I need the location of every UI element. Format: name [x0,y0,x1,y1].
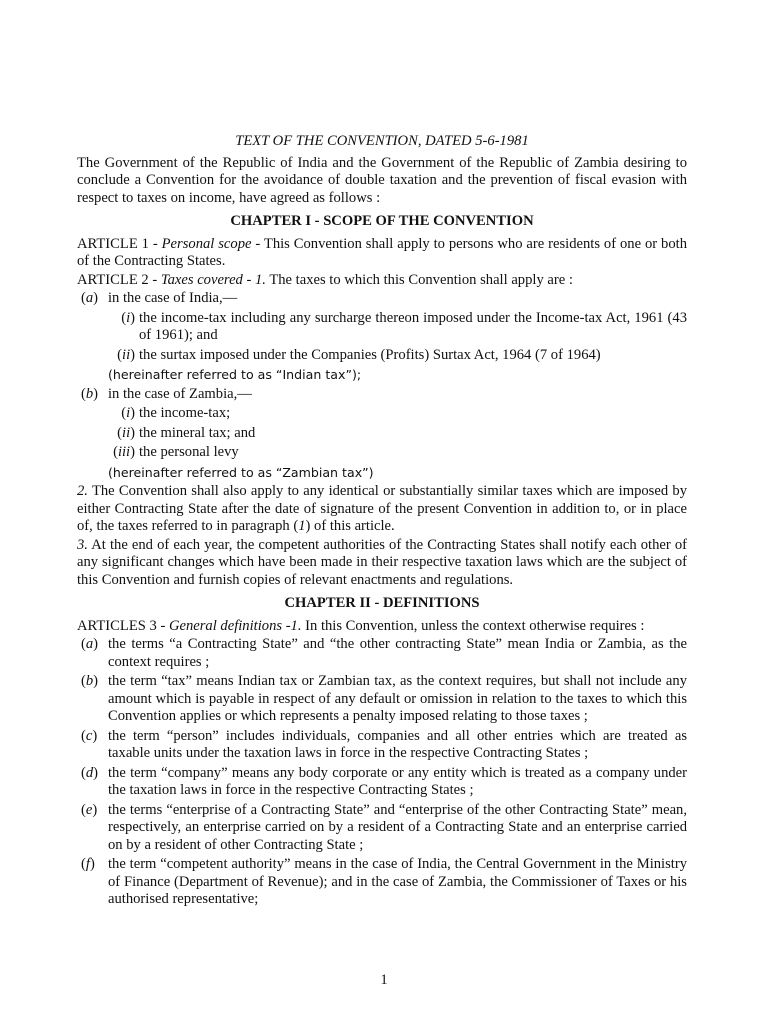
subclause-text: the personal levy [139,444,239,460]
chapter-2-heading: CHAPTER II - DEFINITIONS [284,595,480,611]
subclause-text: the income-tax including any surcharge thereon imposed under the Income-tax Act, 1961 (43 of 1961); and [139,309,687,343]
definition-e [77,802,687,855]
article-2-prefix: ARTICLE 2 - [77,271,161,288]
definition-marker: (d) [81,764,99,781]
article-2-text: The taxes to which this Convention shall apply are : [265,271,573,288]
definition-d [77,765,687,800]
clause-text: in the case of India,— [108,290,238,306]
page-number: 1 [380,972,388,988]
definition-marker: (c) [81,727,98,744]
article-2-paragraph-2: 2. The Convention shall also apply to any identical or substantially similar taxes which are imposed by either Contracting State after the date of signature of the present Convention in addition to, or in place of, the taxes referred to in paragraph (1) of this article. [77,483,687,534]
article-2-paragraph-3: 3. At the end of each year, the competent authorities of the Contracting States shall notify each other of any significant changes which have been made in their respective taxation laws which are the subject of this Convention and furnish copies of relevant enactments and regulations. [77,536,687,588]
subclause [77,444,687,462]
definition-text: the term “person” includes individuals, companies and all other entries which are treated as taxable units under the taxation laws in force in the respective Contracting States ; [108,727,687,761]
article-1-text: - This Convention shall apply to persons who are residents of one or both of the Contracting States. [77,235,687,269]
document-body [77,133,687,911]
subclause [77,347,687,365]
subclause-marker: (i) [121,405,135,421]
clause-zambia [77,386,687,404]
paragraph-number: 3. [77,536,88,553]
article-1 [77,236,687,271]
definition-marker: (e) [81,801,98,818]
clause-text: in the case of Zambia,— [108,385,252,402]
definition-f [77,856,687,909]
subclause-text: the surtax imposed under the Companies (Profits) Surtax Act, 1964 (7 of 1964) [139,346,601,363]
definition-b [77,673,687,726]
paragraph-reference: 1 [298,518,306,534]
article-1-title: Personal scope [161,235,252,252]
definition-a [77,636,687,671]
definition-marker: (b) [81,673,99,689]
intro-paragraph: The Government of the Republic of India and the Government of the Republic of Zambia desiring to conclude a Convention for the avoidance of double taxation and the prevention of fiscal evasion with respect to taxes on income, have agreed as follows : [77,154,687,206]
subclause-marker: (ii) [117,424,135,441]
article-3 [77,618,687,636]
document-title: TEXT OF THE CONVENTION, DATED 5-6-1981 [235,133,529,149]
subclause [77,425,687,443]
clause-marker: (b) [81,385,99,402]
article-3-prefix: ARTICLES 3 - [77,617,169,634]
article-2 [77,272,687,290]
definition-text: the terms “enterprise of a Contracting State” and “enterprise of the other Contracting State” mean, respectively, an enterprise carried on by a resident of a Contracting State and an enterprise carried on by a resident of other Contracting State ; [108,801,687,853]
definition-text: the term “company” means any body corporate or any entity which is treated as a company under the taxation laws in force in the respective Contracting States ; [108,764,687,798]
paragraph-number: 2. [77,483,88,499]
india-tax-note: (hereinafter referred to as “Indian tax”); [108,367,362,382]
definition-text: the term “competent authority” means in the case of India, the Central Government in the Ministry of Finance (Department of Revenue); and in the case of Zambia, the Commissioner of Taxes or his authorised representative; [108,856,687,907]
definition-c [77,728,687,763]
definition-marker: (f) [81,856,95,872]
definition-marker: (a) [81,636,99,652]
subclause-text: the mineral tax; and [139,424,256,441]
clause-marker: (a) [81,290,99,306]
article-1-prefix: ARTICLE 1 - [77,235,162,252]
subclause-marker: (iii) [113,444,135,460]
definition-text: the term “tax” means Indian tax or Zambian tax, as the context requires, but shall not include any amount which is payable in respect of any default or omission in relation to the taxes to which this Convention applies or which represents a penalty imposed relating to those taxes ; [108,673,687,724]
subclause [77,405,687,423]
article-3-text: In this Convention, unless the context otherwise requires : [301,617,645,634]
article-3-title: General definitions -1. [168,617,302,634]
clause-india [77,290,687,308]
subclause-marker: (ii) [117,346,135,363]
chapter-1-heading: CHAPTER I - SCOPE OF THE CONVENTION [230,213,534,229]
subclause-marker: (i) [121,309,135,326]
definition-text: the terms “a Contracting State” and “the other contracting State” mean India or Zambia, as the context requires ; [108,636,687,670]
zambia-tax-note: (hereinafter referred to as “Zambian tax”) [108,464,374,480]
subclause [77,310,687,345]
subclause-text: the income-tax; [139,405,231,421]
article-2-title: Taxes covered - 1. [160,271,266,288]
